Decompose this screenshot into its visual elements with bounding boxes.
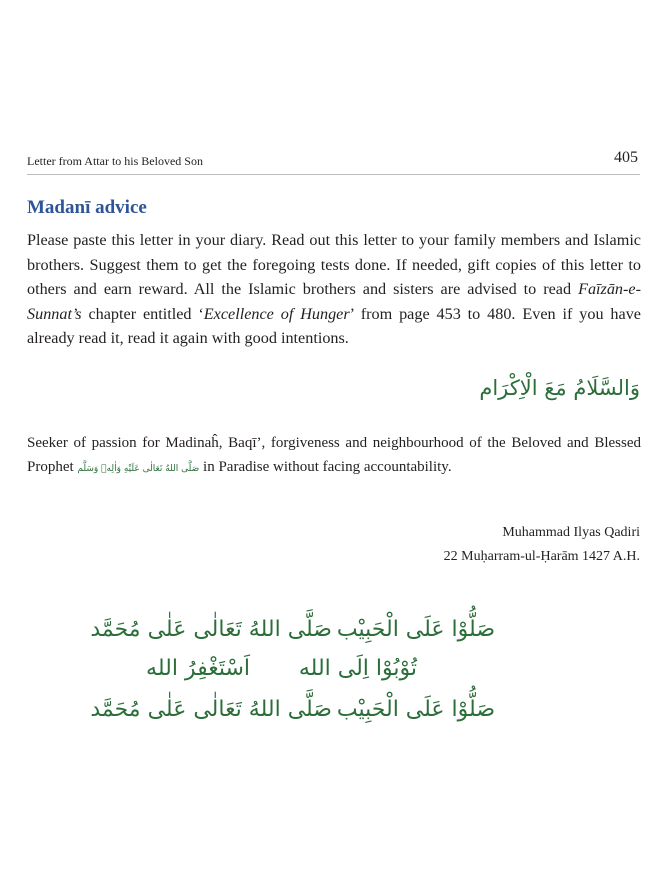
page-number: 405: [614, 149, 638, 166]
chapter-title: Excellence of Hunger: [203, 304, 350, 323]
seeker-paragraph: [27, 431, 641, 481]
advice-text-1: Please paste this letter in your diary. Read out this letter to your family members and Islamic brothers. Suggest them to get the foregoing tests done. If needed, gift copies of this letter to others and earn reward. All the Islamic brothers and sisters are advised to read: [27, 231, 641, 298]
arabic-salutation: وَالسَّلَامُ مَعَ الْاِکْرَام: [479, 376, 640, 400]
durood-row3-left: صَلَّى اللهُ تَعَالٰی عَلٰی مُحَمَّد: [90, 697, 332, 722]
signature-date: 22 Muḥarram-ul-Ḥarām 1427 A.H.: [443, 549, 640, 564]
advice-paragraph: [27, 228, 641, 351]
signature-name: Muhammad Ilyas Qadiri: [502, 525, 640, 540]
seeker-text-1: Seeker of passion for Madinaĥ, Baqī’, forgiveness and neighbourhood of the Beloved and Blessed Prophet: [27, 435, 641, 475]
advice-text-2: chapter entitled ‘: [81, 304, 204, 323]
running-title: Letter from Attar to his Beloved Son: [27, 154, 203, 168]
inline-durood: صَلَّى اللهُ تَعَالٰی عَلَيْهِ وَاٰلِهٖ وَسَلَّم: [77, 464, 200, 474]
durood-row3-right: صَلُّوْا عَلَى الْحَبِيْب: [336, 697, 495, 722]
durood-row2-left: اَسْتَغْفِرُ الله: [146, 656, 250, 681]
section-heading: Madanī advice: [27, 197, 147, 218]
advice-text-3: ’ from page 453 to 480. Even if you have already read it, read it again with good intentions.: [27, 304, 641, 347]
durood-row1-left: صَلَّى اللهُ تَعَالٰی عَلٰی مُحَمَّد: [90, 617, 332, 642]
seeker-text-2: in Paradise without facing accountability.: [199, 459, 452, 475]
book-title: Faīzān-e-Sunnat’s: [27, 280, 641, 323]
durood-row1-right: صَلُّوْا عَلَى الْحَبِيْب: [336, 617, 495, 642]
running-header: [27, 150, 640, 175]
durood-row2-right: تُوْبُوْا اِلَى الله: [298, 656, 417, 681]
